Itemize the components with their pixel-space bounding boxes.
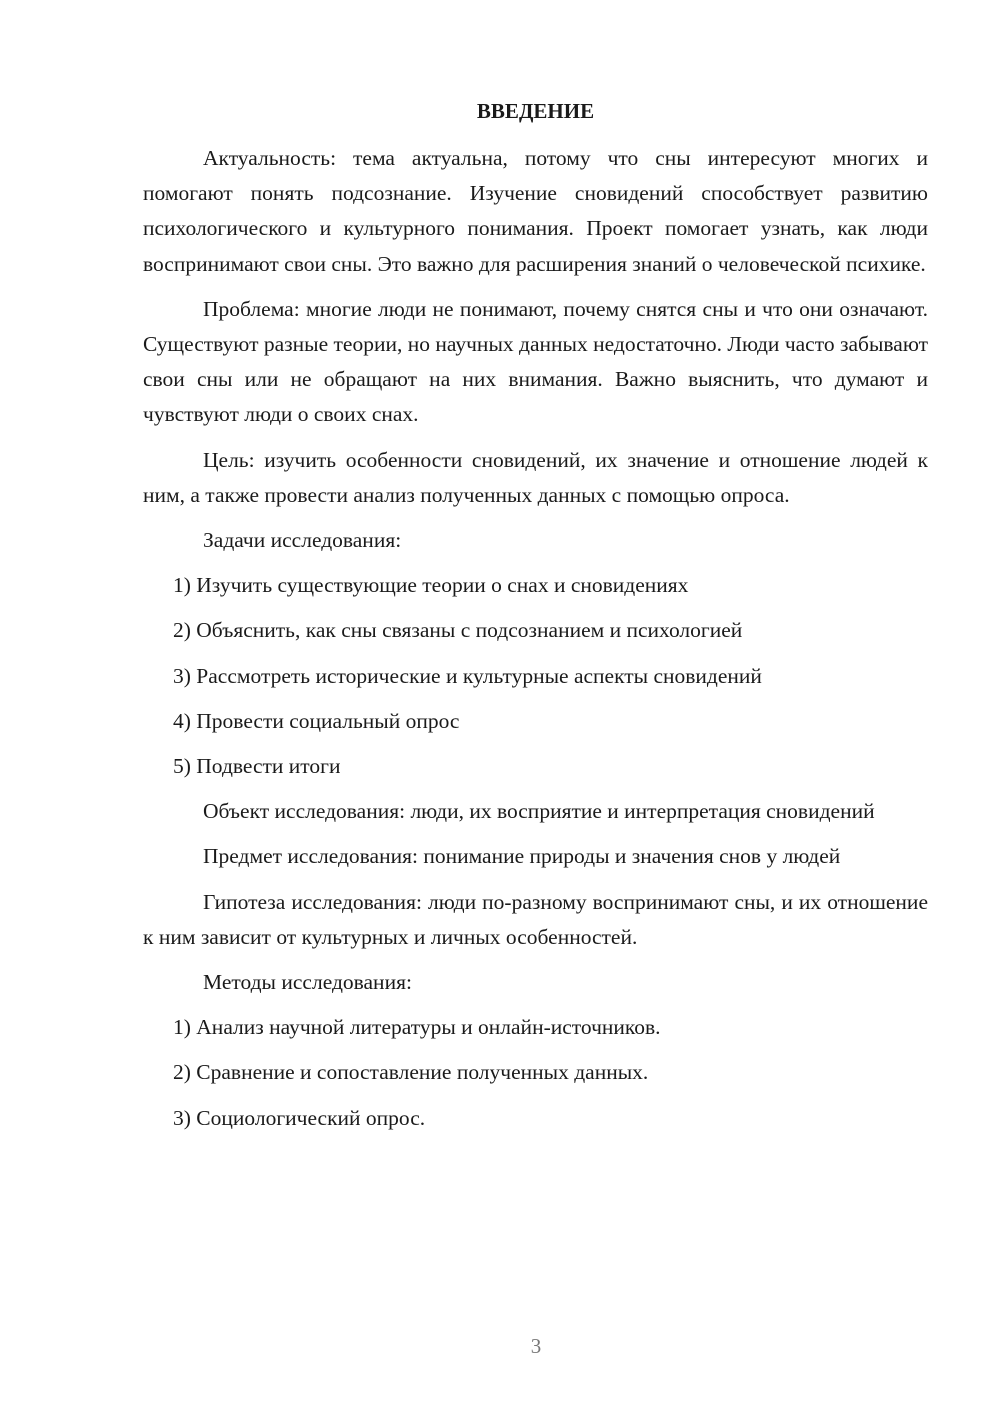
page-title: ВВЕДЕНИЕ: [476, 99, 595, 123]
problem-paragraph: Проблема: многие люди не понимают, почему снятся сны и что они означают. Существуют разные теории, но научных данных недостаточно. Люди часто забывают свои сны или не обращают на них внимания. Важно выяснить, что думают и чувствуют люди о своих снах.: [143, 296, 928, 427]
page-number: 3: [530, 1334, 542, 1358]
subject-paragraph: Предмет исследования: понимание природы и значения снов у людей: [203, 844, 841, 869]
methods-heading: Методы исследования:: [203, 970, 412, 995]
task-item: 2) Объяснить, как сны связаны с подсознанием и психологией: [173, 618, 743, 643]
methods-list: [143, 1010, 928, 1136]
task-item: 1) Изучить существующие теории о снах и сновидениях: [173, 573, 689, 598]
task-item: 5) Подвести итоги: [173, 754, 341, 779]
tasks-heading: Задачи исследования:: [203, 528, 402, 553]
task-item: 4) Провести социальный опрос: [173, 708, 460, 733]
goal-paragraph: Цель: изучить особенности сновидений, их значение и отношение людей к ним, а также провести анализ полученных данных с помощью опроса.: [143, 447, 928, 507]
method-item: 1) Анализ научной литературы и онлайн-источников.: [173, 1015, 661, 1040]
method-item: 2) Сравнение и сопоставление полученных данных.: [173, 1060, 649, 1085]
relevance-paragraph: Актуальность: тема актуальна, потому что сны интересуют многих и помогают понять подсознание. Изучение сновидений способствует развитию психологического и культурного понимания. Проект помогает узнать, как люди воспринимают свои сны. Это важно для расширения знаний о человеческой психике.: [143, 146, 928, 276]
object-paragraph: Объект исследования: люди, их восприятие и интерпретация сновидений: [203, 799, 875, 824]
hypothesis-paragraph: Гипотеза исследования: люди по-разному воспринимают сны, и их отношение к ним зависит от культурных и личных особенностей.: [143, 889, 928, 949]
page-content: [143, 94, 928, 1146]
tasks-list: [143, 568, 928, 784]
task-item: 3) Рассмотреть исторические и культурные аспекты сновидений: [173, 663, 762, 688]
method-item: 3) Социологический опрос.: [173, 1105, 426, 1130]
